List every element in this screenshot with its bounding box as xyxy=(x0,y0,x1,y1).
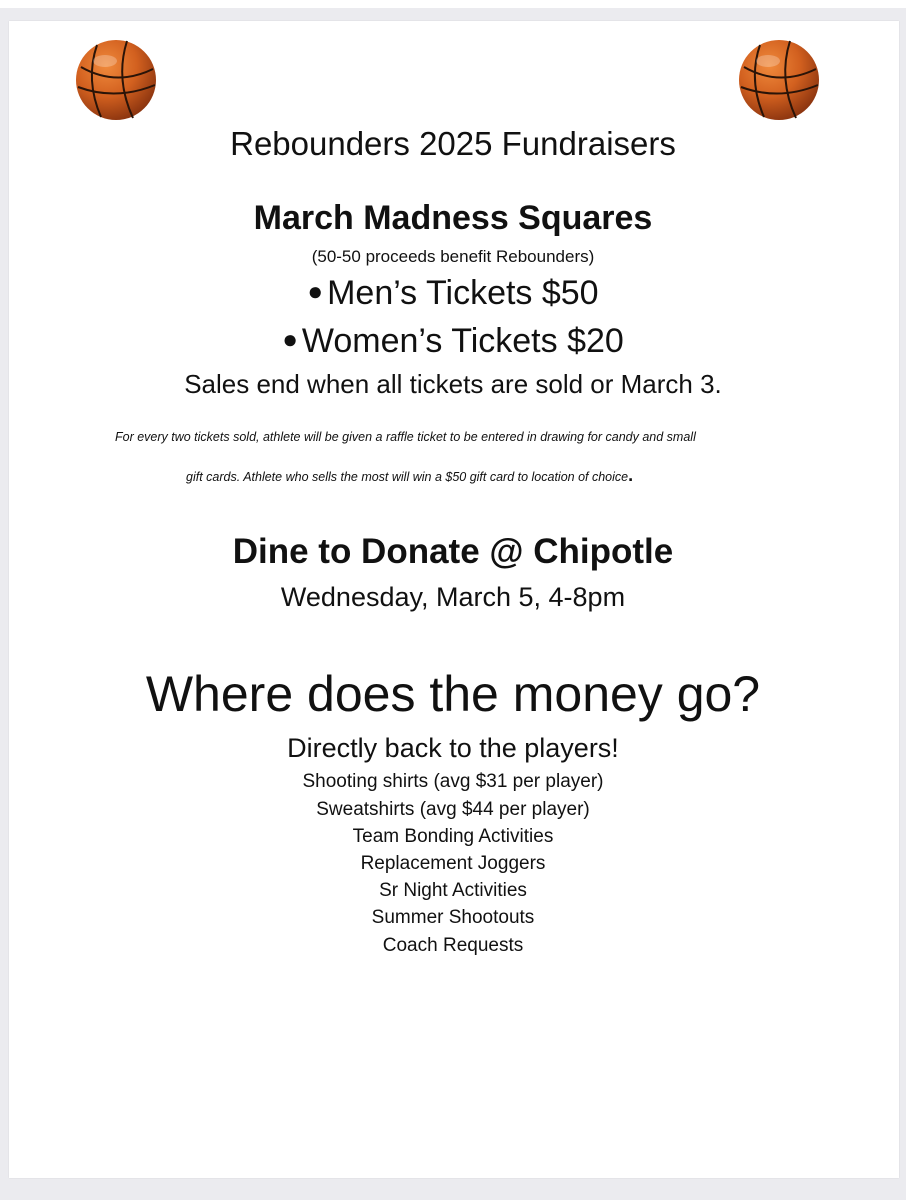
sales-end-note: Sales end when all tickets are sold or March 3. xyxy=(184,369,722,399)
bullet-icon: ● xyxy=(307,276,324,306)
money-list-item: Sweatshirts (avg $44 per player) xyxy=(316,799,590,820)
money-list-item: Team Bonding Activities xyxy=(352,826,554,847)
raffle-note-period: . xyxy=(628,465,634,485)
money-list-item: Summer Shootouts xyxy=(371,907,535,928)
proceeds-note: (50-50 proceeds benefit Rebounders) xyxy=(311,247,595,266)
march-madness-heading: March Madness Squares xyxy=(253,199,653,237)
top-strip xyxy=(0,0,906,8)
money-list-item: Coach Requests xyxy=(382,935,524,956)
money-list-item: Shooting shirts (avg $31 per player) xyxy=(302,771,604,792)
ticket-item xyxy=(0,274,906,313)
basketball-icon xyxy=(738,39,820,121)
money-list-item: Replacement Joggers xyxy=(360,853,546,874)
raffle-note-line-2 xyxy=(186,465,746,486)
money-heading: Where does the money go? xyxy=(145,666,761,722)
raffle-note-text: gift cards. Athlete who sells the most will win a $50 gift card to location of choice xyxy=(186,470,629,484)
basketball-icon xyxy=(75,39,157,121)
money-subheading: Directly back to the players! xyxy=(287,733,619,763)
ticket-label: Men’s Tickets $50 xyxy=(327,274,599,312)
dine-to-donate-heading: Dine to Donate @ Chipotle xyxy=(232,532,674,571)
dine-to-donate-date: Wednesday, March 5, 4-8pm xyxy=(280,582,626,612)
money-list-item: Sr Night Activities xyxy=(379,880,527,901)
flyer-title: Rebounders 2025 Fundraisers xyxy=(230,125,676,162)
raffle-note-line-1: For every two tickets sold, athlete will be given a raffle ticket to be entered in drawing for candy and small xyxy=(115,430,696,444)
ticket-label: Women’s Tickets $20 xyxy=(301,322,624,360)
ticket-item xyxy=(0,322,906,361)
bullet-icon: ● xyxy=(282,324,298,354)
